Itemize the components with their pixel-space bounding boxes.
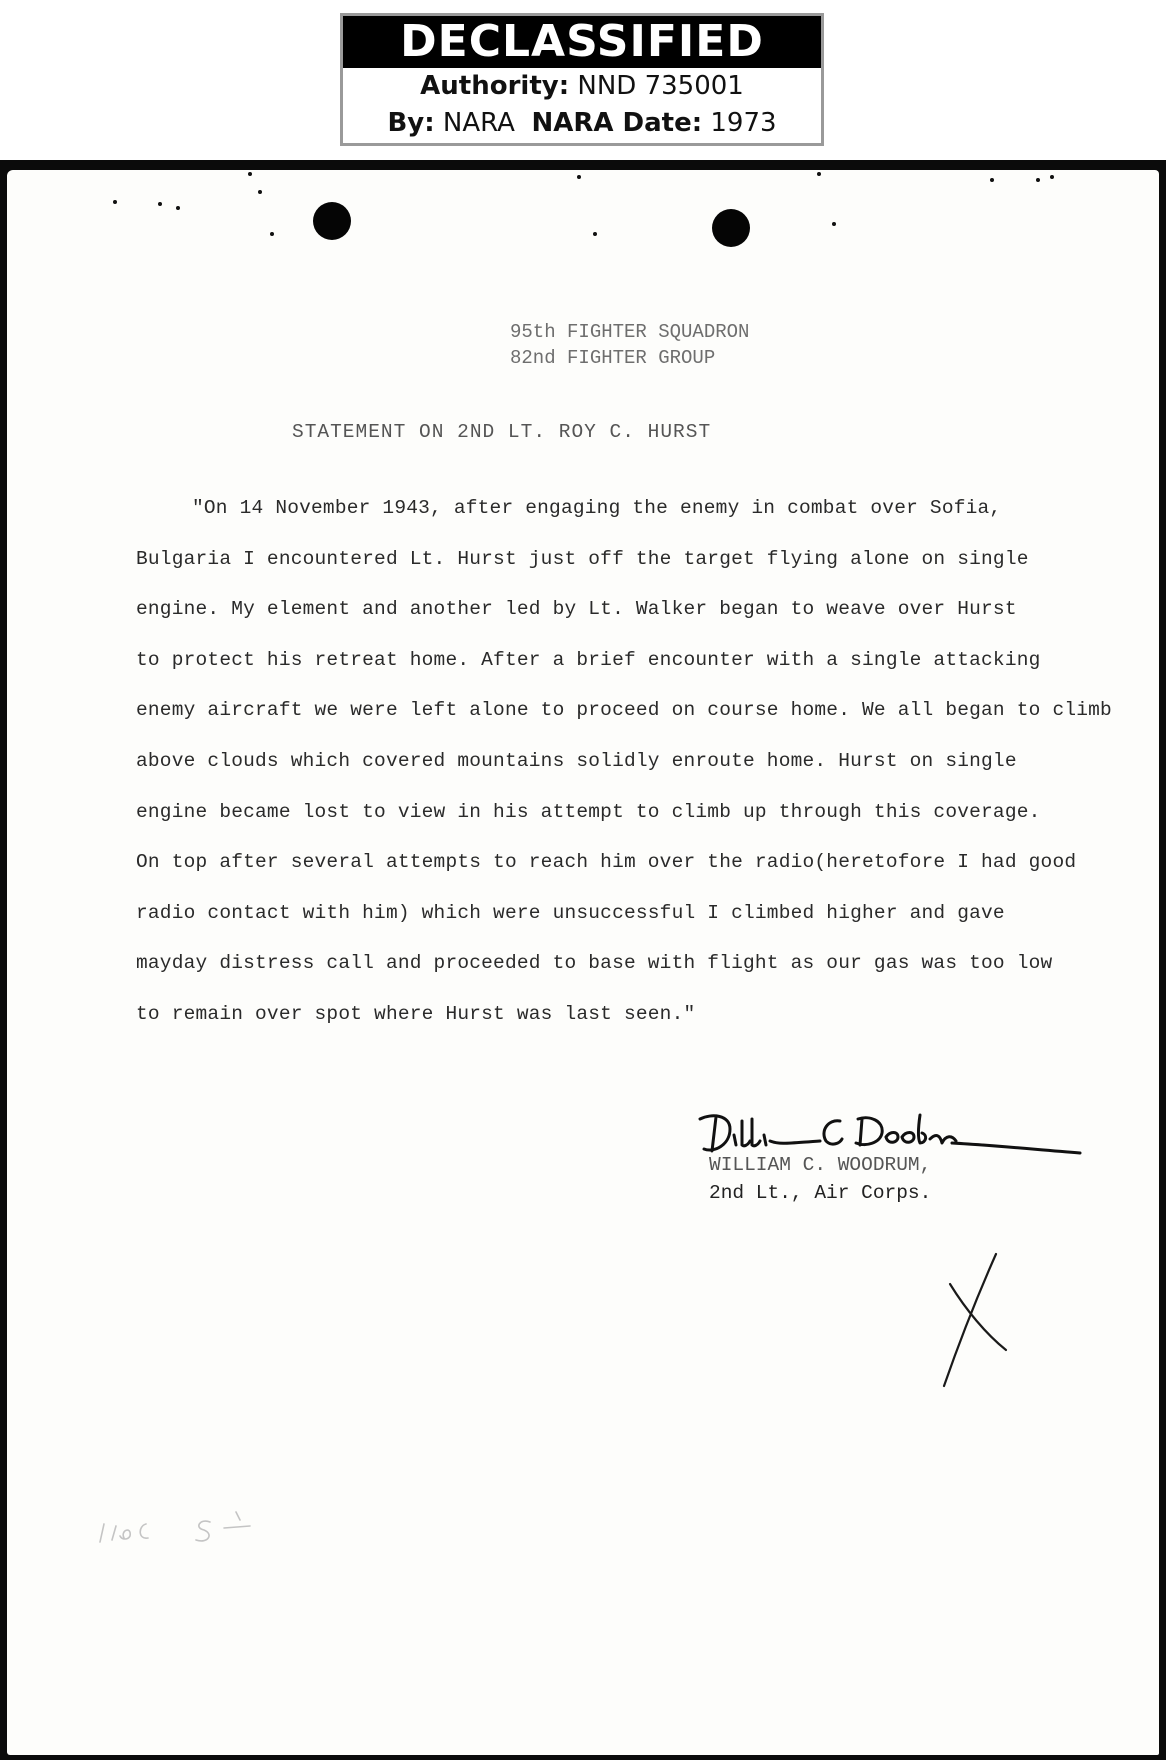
body-line: "On 14 November 1943, after engaging the enemy in combat over Sofia, — [192, 497, 1002, 519]
unit-line-squadron: 95th FIGHTER SQUADRON — [510, 321, 750, 343]
scan-speck — [817, 172, 821, 176]
body-line: enemy aircraft we were left alone to proceed on course home. We all began to climb — [136, 699, 1112, 722]
faint-handwritten-note — [90, 1500, 290, 1560]
stamp-date-value: 1973 — [710, 108, 777, 138]
stamp-by-line — [343, 105, 821, 142]
scan-speck — [113, 200, 117, 204]
stamp-title: DECLASSIFIED — [343, 16, 821, 68]
punch-hole-right — [712, 209, 750, 247]
body-line: radio contact with him) which were unsuccessful I climbed higher and gave — [136, 901, 1005, 924]
stamp-authority-line — [343, 68, 821, 105]
body-line: engine became lost to view in his attempt to climb up through this coverage. — [136, 800, 1041, 823]
scan-speck — [270, 232, 274, 236]
scan-speck — [1050, 175, 1054, 179]
body-line: above clouds which covered mountains solidly enroute home. Hurst on single — [136, 749, 1017, 772]
scan-speck — [593, 232, 597, 236]
declassified-stamp — [340, 13, 824, 146]
body-line: mayday distress call and proceeded to base with flight as our gas was too low — [136, 952, 1053, 975]
scan-speck — [990, 178, 994, 182]
stamp-by-value: NARA — [442, 108, 515, 138]
scan-speck — [577, 175, 581, 179]
signatory-typed-name: WILLIAM C. WOODRUM, — [709, 1154, 932, 1176]
body-line: Bulgaria I encountered Lt. Hurst just off the target flying alone on single — [136, 547, 1029, 570]
stamp-authority-label: Authority: — [420, 71, 570, 101]
stamp-authority-value: NND 735001 — [577, 71, 744, 101]
punch-hole-left — [313, 202, 351, 240]
signatory-rank: 2nd Lt., Air Corps. — [709, 1182, 932, 1204]
stamp-by-label: By: — [387, 108, 435, 138]
scan-speck — [832, 222, 836, 226]
scan-speck — [258, 190, 262, 194]
body-line: On top after several attempts to reach him over the radio(heretofore I had good — [136, 851, 1077, 874]
scan-speck — [248, 172, 252, 176]
handwritten-x-mark — [930, 1250, 1010, 1390]
unit-line-group: 82nd FIGHTER GROUP — [510, 347, 716, 369]
body-line: to protect his retreat home. After a brief encounter with a single attacking — [136, 648, 1041, 671]
body-line: to remain over spot where Hurst was last seen." — [136, 1002, 696, 1025]
stamp-date-label: NARA Date: — [531, 108, 703, 138]
body-line: engine. My element and another led by Lt. Walker began to weave over Hurst — [136, 598, 1017, 621]
scan-speck — [158, 202, 162, 206]
scan-speck — [1036, 178, 1040, 182]
statement-title: STATEMENT ON 2ND LT. ROY C. HURST — [292, 421, 712, 443]
statement-body — [136, 495, 1136, 1052]
scan-speck — [176, 206, 180, 210]
